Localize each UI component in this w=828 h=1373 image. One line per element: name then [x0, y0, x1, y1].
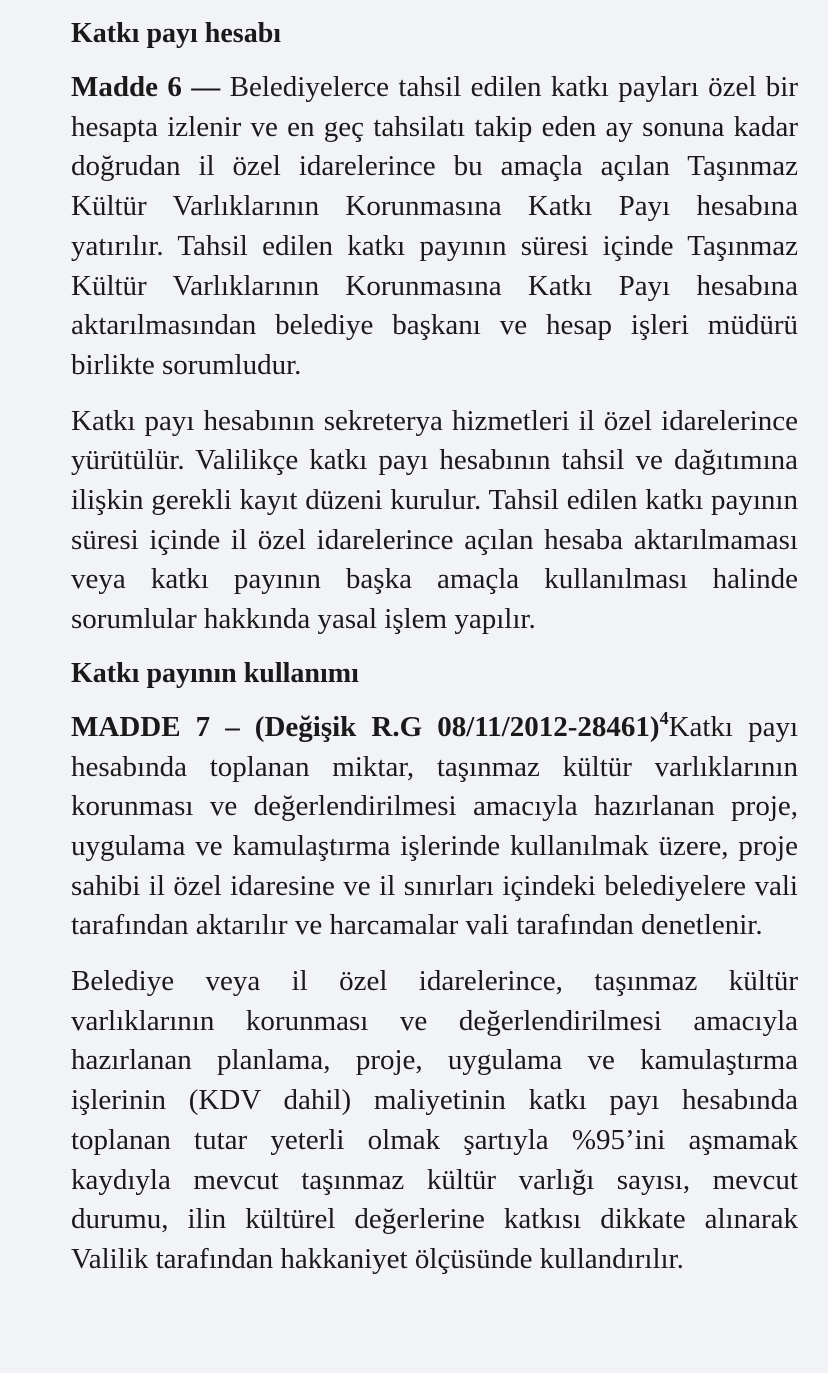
article-7-label: MADDE 7 – (Değişik R.G 08/11/2012-28461) — [71, 710, 660, 743]
footnote-marker: 4 — [659, 707, 669, 728]
article-7-paragraph-1 — [71, 708, 798, 946]
article-6-paragraph-2: Katkı payı hesabının sekreterya hizmetleri il özel idarelerince yürütülür. Valilikçe katkı payı hesabının tahsil ve dağıtımına ilişkin gerekli kayıt düzeni kurulur. Tahsil edilen katkı payının süresi içinde il özel idarelerince açılan hesaba aktarılmaması veya katkı payının başka amaçla kullanılması halinde sorumlular hakkında yasal işlem yapılır. — [71, 404, 798, 636]
article-6-label: Madde 6 — — [71, 71, 221, 103]
article-6-paragraph-1 — [71, 68, 798, 386]
article-6-text-1: Belediyelerce tahsil edilen katkı payları özel bir hesapta izlenir ve en geç tahsilatı takip eden ay sonuna kadar doğrudan il özel idarelerince bu amaçla açılan Taşınmaz Kültür Varlıklarının Korunmasına Katkı Payı hesabına yatırılır. Tahsil edilen katkı payının süresi içinde Taşınmaz Kültür Varlıklarının Korunmasına Katkı Payı hesabına aktarılmasından belediye başkanı ve hesap işleri müdürü birlikte sorumludur. — [71, 71, 799, 381]
article-7-paragraph-2: Belediye veya il özel idarelerince, taşınmaz kültür varlıklarının korunması ve değerlendirilmesi amacıyla hazırlanan planlama, proje, uygulama ve kamulaştırma işlerinin (KDV dahil) maliyetinin katkı payı hesabında toplanan tutar yeterli olmak şartıyla %95’ini aşmamak kaydıyla mevcut taşınmaz kültür varlığı sayısı, mevcut durumu, ilin kültürel değerlerine katkısı dikkate alınarak Valilik tarafından hakkaniyet ölçüsünde kullandırılır. — [71, 965, 798, 1275]
article-7-text-1: Katkı payı hesabında toplanan miktar, taşınmaz kültür varlıklarının korunması ve değerlendirilmesi amacıyla hazırlanan proje, uygulama ve kamulaştırma işlerinde kullanılmak üzere, proje sahibi il özel idaresine ve il sınırları içindeki belediyelere vali tarafından aktarılır ve harcamalar vali tarafından denetlenir. — [71, 710, 799, 942]
section-heading-katki-payinin-kullanimi: Katkı payının kullanımı — [71, 657, 359, 689]
section-heading-katki-payi-hesabi: Katkı payı hesabı — [71, 18, 282, 49]
